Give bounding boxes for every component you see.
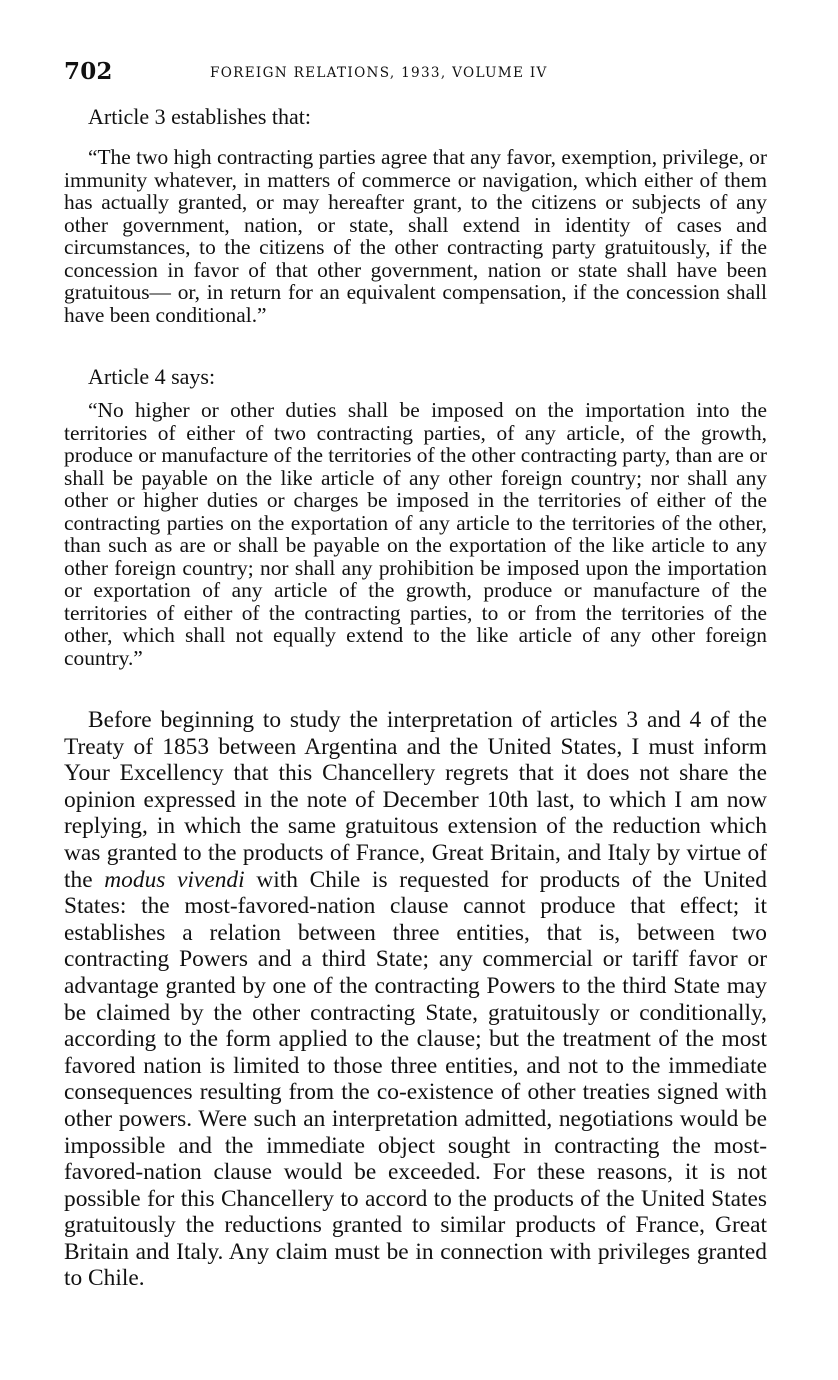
article-4-intro: Article 4 says: bbox=[88, 364, 216, 389]
body-text-part-2: with Chile is requested for products of the United States: the most-favored-nation clause cannot produce that effect; it establishes a relation between three entities, that is, between two contracting Powers and a third State; any commercial or tariff favor or advantage granted by one of the contracting Powers to the third State may be claimed by the other contracting State, gratuitously or conditionally, according to the form applied to the clause; but the treatment of the most favored nation is limited to those three entities, and not to the immediate consequences resulting from the co-existence of other treaties signed with other powers. Were such an interpretation admitted, negotiations would be impossible and the immediate object sought in contracting the most-favored-nation clause would be exceeded. For these reasons, it is not possible for this Chancellery to accord to the products of the United States gratuitously the reductions granted to similar products of France, Great Britain and Italy. Any claim must be in connection with privileges granted to Chile. bbox=[64, 866, 767, 1292]
body-paragraph-block bbox=[64, 707, 767, 1292]
article-4-quotation bbox=[64, 399, 767, 669]
article-3-quote-text: “The two high contracting parties agree that any favor, exemption, privilege, or immunity whatever, in matters of commerce or navigation, which either of them has actually granted, or may hereafter grant, to the citizens or subjects of any other government, nation, or state, shall extend in identity of cases and circumstances, to the citizens of the other contracting party gratuitously, if the concession in favor of that other government, nation or state shall have been gratuitous— or, in return for an equivalent compensation, if the concession shall have been conditional.” bbox=[64, 145, 767, 327]
article-4-quote-text: “No higher or other duties shall be imposed on the importation into the territories of either of two contracting parties, of any article, of the growth, produce or manufacture of the territories of the other contracting party, than are or shall be payable on the like article of any other foreign country; nor shall any other or higher duties or charges be imposed in the territories of either of the contracting parties on the exportation of any article to the territories of the other, than such as are or shall be payable on the exportation of the like article to any other foreign country; nor shall any prohibition be imposed upon the importation or exportation of any article of the growth, produce or manufacture of the territories of either of the contracting parties, to or from the territories of the other, which shall not equally extend to the like article of any other foreign country.” bbox=[64, 398, 768, 670]
page-number: 702 bbox=[64, 58, 113, 85]
body-paragraph bbox=[64, 707, 767, 1292]
running-head bbox=[64, 58, 770, 92]
running-header-title: FOREIGN RELATIONS, 1933, VOLUME IV bbox=[210, 65, 548, 81]
article-3-quotation bbox=[64, 146, 767, 326]
body-italic-term: modus vivendi bbox=[104, 866, 245, 893]
article-3-intro: Article 3 establishes that: bbox=[88, 104, 311, 129]
body-text-part-1: Before beginning to study the interpretation of articles 3 and 4 of the Treaty of 1853 between Argentina and the United States, I must inform Your Excellency that this Chancellery regrets that it does not share the opinion expressed in the note of December 10th last, to which I am now replying, in which the same gratuitous extension of the reduction which was granted to the products of France, Great Britain, and Italy by virtue of the bbox=[64, 707, 767, 893]
